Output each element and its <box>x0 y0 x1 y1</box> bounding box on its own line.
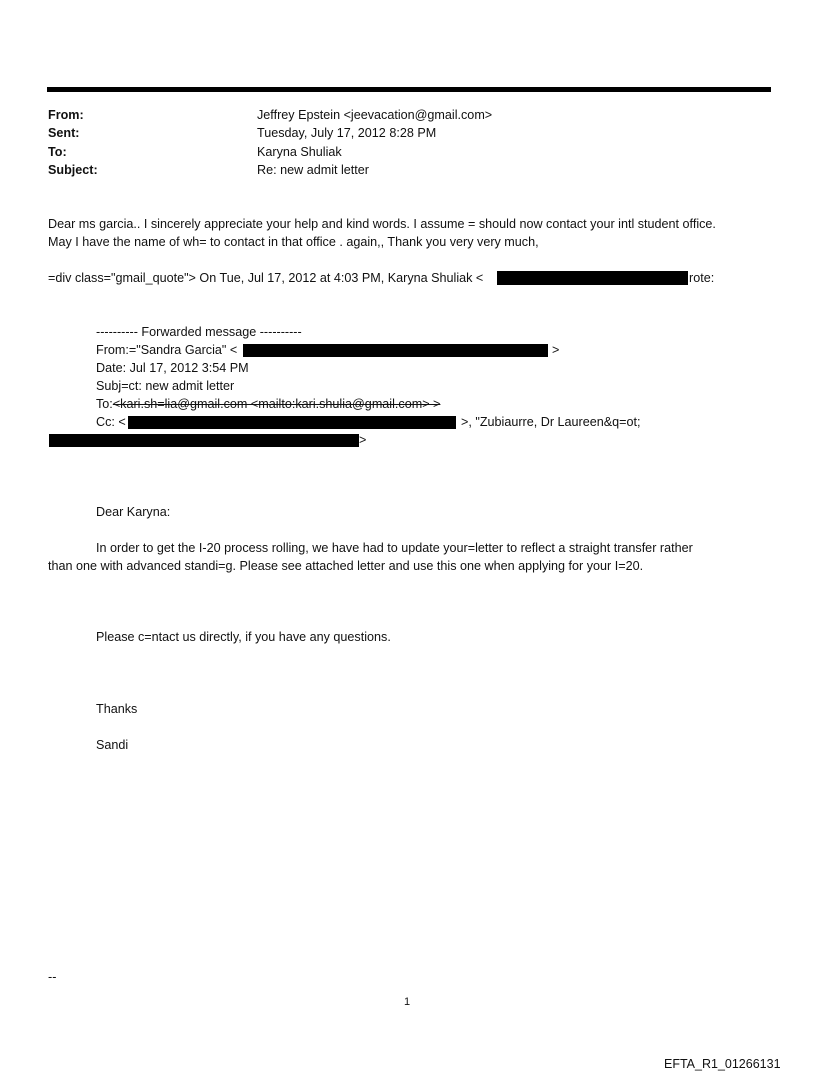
forwarded-to-prefix: To: <box>96 397 113 411</box>
sent-label: Sent: <box>48 126 80 140</box>
document-id: EFTA_R1_01266131 <box>664 1057 781 1071</box>
redaction-bar <box>128 416 456 429</box>
letter-para2: Please c=ntact us directly, if you have any questions. <box>96 630 391 644</box>
to-value: Karyna Shuliak <box>257 145 342 159</box>
letter-thanks: Thanks <box>96 702 138 716</box>
subject-value: Re: new admit letter <box>257 163 369 177</box>
forwarded-cc-prefix: Cc: < <box>96 415 126 429</box>
letter-greeting: Dear Karyna: <box>96 505 171 519</box>
forwarded-from-prefix: From:="Sandra Garcia" < <box>96 343 238 357</box>
quote-attribution-suffix: rote: <box>689 271 715 285</box>
forwarded-date: Date: Jul 17, 2012 3:54 PM <box>96 361 249 375</box>
forwarded-cc-suffix: >, "Zubiaurre, Dr Laureen&q=ot; <box>461 415 641 429</box>
letter-signature: Sandi <box>96 738 129 752</box>
letter-para1-line2: than one with advanced standi=g. Please see attached letter and use this one when applying for your I=20. <box>48 559 644 573</box>
quote-attribution-prefix: =div class="gmail_quote"> On Tue, Jul 17, 2012 at 4:03 PM, Karyna Shuliak < <box>48 271 484 285</box>
forwarded-to-struck: <kari.sh=lia@gmail.com <mailto:kari.shulia@gmail.com> > <box>112 397 441 411</box>
subject-label: Subject: <box>48 163 98 177</box>
body-line-1: Dear ms garcia.. I sincerely appreciate your help and kind words. I assume = should now contact your intl student office. <box>48 217 716 231</box>
page-number: 1 <box>404 996 411 1008</box>
signature-dashes: -- <box>48 970 57 984</box>
from-value: Jeffrey Epstein <jeevacation@gmail.com> <box>257 108 493 122</box>
letter-para1-line1: In order to get the I-20 process rolling, we have had to update your=letter to reflect a straight transfer rather <box>96 541 693 555</box>
sent-value: Tuesday, July 17, 2012 8:28 PM <box>257 126 437 140</box>
forwarded-cc-line2-suffix: > <box>359 433 367 447</box>
header-rule <box>47 87 771 92</box>
body-line-2: May I have the name of wh= to contact in that office . again,, Thank you very very much, <box>48 235 539 249</box>
redaction-bar <box>243 344 548 357</box>
redaction-bar <box>49 434 359 447</box>
forwarded-subject: Subj=ct: new admit letter <box>96 379 235 393</box>
to-label: To: <box>48 145 67 159</box>
forwarded-to-line <box>96 397 440 411</box>
forwarded-from-suffix: > <box>552 343 560 357</box>
redaction-bar <box>497 271 688 285</box>
from-label: From: <box>48 108 84 122</box>
forwarded-separator: ---------- Forwarded message ---------- <box>96 325 302 339</box>
